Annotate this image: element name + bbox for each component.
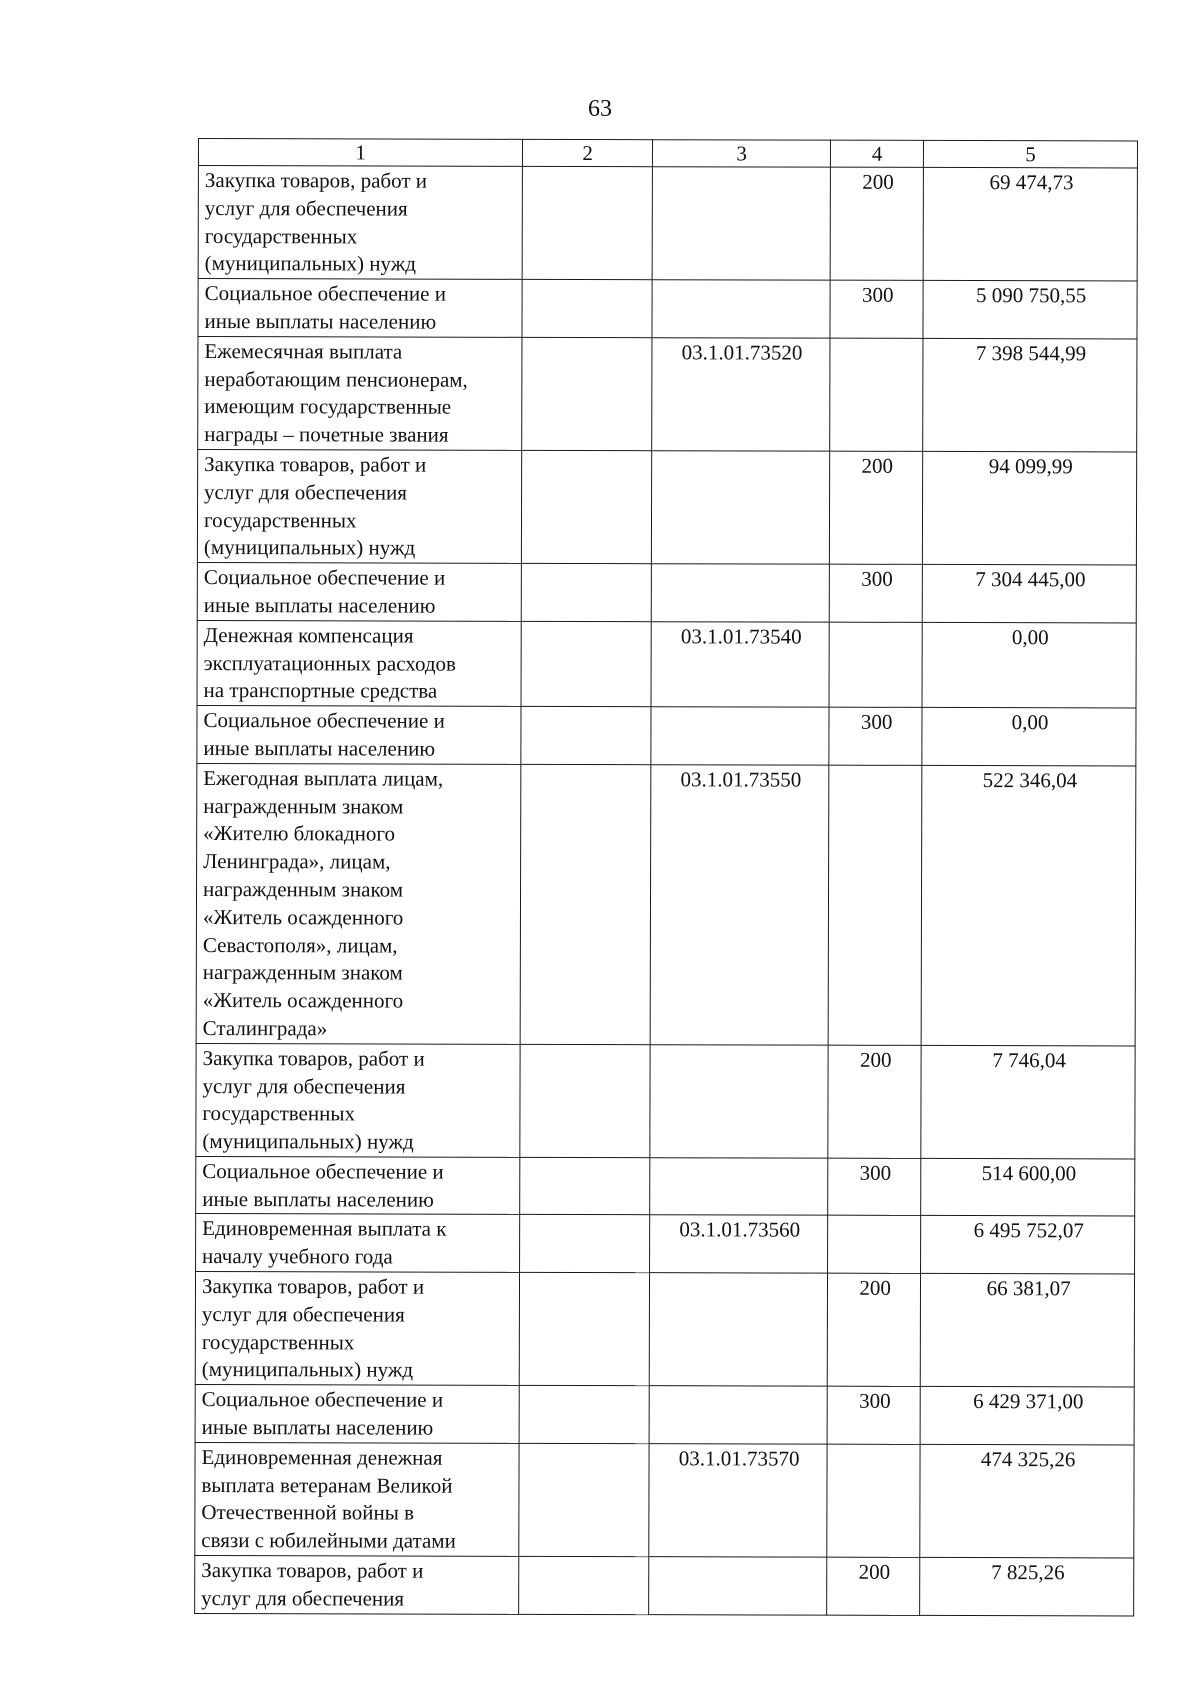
row-amount-cell: 5 090 750,55 xyxy=(923,281,1137,339)
header-row xyxy=(198,139,1137,168)
row-type-cell xyxy=(829,622,922,708)
row-col2-cell xyxy=(520,1215,650,1273)
table-row xyxy=(197,449,1136,565)
table-row xyxy=(196,763,1136,1045)
row-name-cell: Социальное обеспечение и иные выплаты населению xyxy=(197,563,521,621)
row-code-cell: 03.1.01.73540 xyxy=(651,621,829,707)
row-col2-cell xyxy=(519,1443,649,1557)
row-code-cell xyxy=(649,1557,827,1615)
table-row xyxy=(198,279,1137,339)
row-amount-cell: 7 825,26 xyxy=(920,1557,1134,1615)
row-type-cell xyxy=(830,338,923,451)
row-code-cell: 03.1.01.73520 xyxy=(652,337,830,451)
column-header-1: 1 xyxy=(198,139,522,167)
row-name-cell: Денежная компенсация эксплуатационных расходов на транспортные средства xyxy=(197,620,521,706)
row-type-cell: 300 xyxy=(829,707,922,765)
row-type-cell: 200 xyxy=(828,1045,921,1158)
row-amount-cell: 474 325,26 xyxy=(920,1444,1134,1558)
table-row xyxy=(197,706,1136,766)
row-name-cell: Закупка товаров, работ и услуг для обеспечения государственных (муниципальных) нужд xyxy=(196,1043,521,1157)
column-header-4: 4 xyxy=(831,140,924,167)
row-col2-cell xyxy=(519,1386,649,1444)
row-type-cell: 300 xyxy=(829,564,922,622)
budget-table xyxy=(194,138,1138,1616)
row-code-cell xyxy=(651,707,829,765)
row-type-cell: 300 xyxy=(827,1386,920,1444)
row-type-cell: 300 xyxy=(830,280,923,338)
row-code-cell xyxy=(652,167,830,281)
table-row xyxy=(198,336,1137,452)
column-header-2: 2 xyxy=(523,139,653,166)
row-amount-cell: 7 304 445,00 xyxy=(922,565,1136,623)
row-code-cell xyxy=(649,1273,827,1387)
row-col2-cell xyxy=(520,764,651,1044)
table-row xyxy=(195,1442,1134,1558)
row-name-cell: Социальное обеспечение и иные выплаты населению xyxy=(198,279,522,337)
row-code-cell xyxy=(649,1386,827,1444)
table-body xyxy=(195,166,1138,1616)
row-type-cell xyxy=(827,1444,920,1557)
row-code-cell xyxy=(651,564,829,622)
row-type-cell xyxy=(828,1216,921,1274)
row-code-cell: 03.1.01.73560 xyxy=(650,1215,828,1273)
table-row xyxy=(197,563,1136,623)
row-col2-cell xyxy=(522,337,652,451)
row-col2-cell xyxy=(520,1044,650,1158)
row-col2-cell xyxy=(522,450,652,564)
row-name-cell: Ежегодная выплата лицам, награжденным знаком «Жителю блокадного Ленинграда», лицам, награжденным знаком «Житель осажденного Севастополя», лицам, награжденным знаком «Житель осажденного Сталинграда» xyxy=(196,763,521,1044)
table-row xyxy=(196,1156,1135,1216)
row-code-cell: 03.1.01.73550 xyxy=(650,764,829,1044)
row-type-cell xyxy=(828,765,922,1045)
page-number: 63 xyxy=(588,96,612,122)
row-amount-cell: 7 746,04 xyxy=(921,1045,1135,1159)
row-amount-cell: 69 474,73 xyxy=(923,167,1137,281)
row-amount-cell: 66 381,07 xyxy=(920,1273,1134,1387)
row-code-cell: 03.1.01.73570 xyxy=(649,1444,827,1558)
row-name-cell: Закупка товаров, работ и услуг для обеспечения государственных (муниципальных) нужд xyxy=(197,449,522,563)
table-row xyxy=(196,1043,1135,1159)
row-type-cell: 200 xyxy=(827,1273,920,1386)
row-type-cell: 200 xyxy=(830,167,923,280)
table-row xyxy=(195,1272,1134,1388)
row-amount-cell: 6 429 371,00 xyxy=(920,1387,1134,1445)
table-row xyxy=(196,1214,1135,1274)
row-name-cell: Закупка товаров, работ и услуг для обеспечения государственных (муниципальных) нужд xyxy=(198,166,523,280)
row-name-cell: Социальное обеспечение и иные выплаты населению xyxy=(196,1156,520,1214)
row-type-cell: 300 xyxy=(828,1158,921,1216)
table-row xyxy=(197,620,1136,708)
row-amount-cell: 0,00 xyxy=(922,708,1136,766)
table-row xyxy=(195,1385,1134,1445)
row-name-cell: Социальное обеспечение и иные выплаты населению xyxy=(195,1385,519,1443)
row-code-cell xyxy=(652,451,830,565)
row-amount-cell: 0,00 xyxy=(922,622,1136,708)
row-col2-cell xyxy=(519,1556,649,1614)
table-row xyxy=(198,166,1137,282)
column-header-3: 3 xyxy=(653,140,831,167)
row-name-cell: Социальное обеспечение и иные выплаты населению xyxy=(197,706,521,764)
row-type-cell: 200 xyxy=(829,451,922,564)
row-name-cell: Закупка товаров, работ и услуг для обеспечения государственных (муниципальных) нужд xyxy=(195,1272,520,1386)
row-name-cell: Единовременная денежная выплата ветеранам Великой Отечественной войны в связи с юбилейными датами xyxy=(195,1442,520,1556)
table-row xyxy=(195,1556,1134,1616)
row-amount-cell: 6 495 752,07 xyxy=(921,1216,1135,1274)
column-header-5: 5 xyxy=(924,140,1138,168)
row-name-cell: Закупка товаров, работ и услуг для обеспечения xyxy=(195,1556,519,1614)
row-col2-cell xyxy=(519,1272,649,1386)
row-col2-cell xyxy=(520,1157,650,1215)
row-col2-cell xyxy=(522,280,652,338)
row-col2-cell xyxy=(521,564,651,622)
row-amount-cell: 522 346,04 xyxy=(921,765,1136,1046)
row-code-cell xyxy=(650,1158,828,1216)
row-name-cell: Ежемесячная выплата неработающим пенсионерам, имеющим государственные награды – почетные звания xyxy=(198,336,523,450)
row-code-cell xyxy=(652,280,830,338)
row-col2-cell xyxy=(522,166,652,280)
row-col2-cell xyxy=(521,621,651,707)
row-amount-cell: 94 099,99 xyxy=(923,451,1137,565)
row-name-cell: Единовременная выплата к началу учебного года xyxy=(196,1214,520,1272)
row-col2-cell xyxy=(521,706,651,764)
row-amount-cell: 7 398 544,99 xyxy=(923,338,1137,452)
row-amount-cell: 514 600,00 xyxy=(921,1158,1135,1216)
row-code-cell xyxy=(650,1044,828,1158)
row-type-cell: 200 xyxy=(827,1557,920,1615)
